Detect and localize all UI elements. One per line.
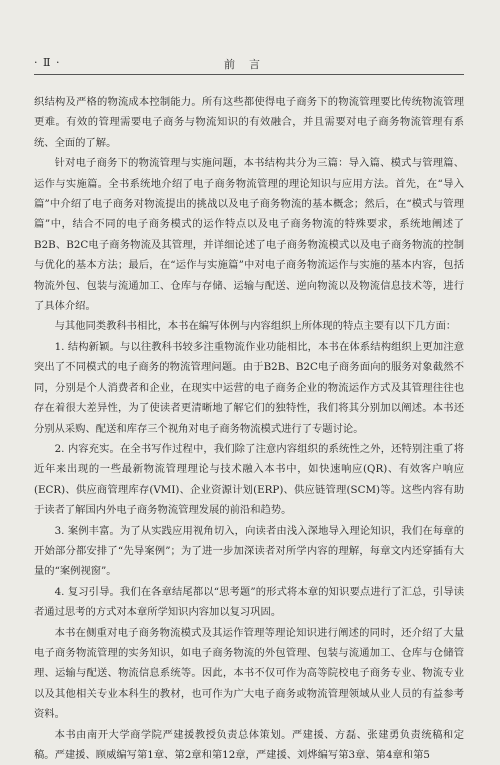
paragraph-audience: 本书在侧重对电子商务物流模式及其运作管理等理论知识进行阐述的同时，还介绍了大量电子商务物流管理的实务知识，如电子商务物流的外包管理、包装与流通加工、仓库与仓储管理、运输与配送、物流信息系统等。因此，本书不仅可作为高等院校电子商务专业、物流专业以及其他相关专业本科生的教材，也可作为广大电子商务或物流管理领域从业人员的有益参考资料。 xyxy=(34,626,464,721)
paragraph-structure: 针对电子商务下的物流管理与实施问题，本书结构共分为三篇：导入篇、模式与管理篇、运作与实施篇。全书系统地介绍了电子商务物流管理的理论知识与应用方法。首先，在“导入篇”中介绍了电子商务对物流提出的挑战以及电子商务物流的基本概念；然后，在“模式与管理篇”中，结合不同的电子商务模式的运作特点以及电子商务物流的特殊要求，系统地阐述了B2B、B2C电子商务物流及其管理，并详细论述了电子商务物流模式以及电子商务物流的控制与优化的基本方法；最后，在“运作与实施篇”中对电子商务物流运作与实施的基本内容，包括物流外包、包装与流通加工、仓库与存储、运输与配送、逆向物流以及物流信息技术等，进行了具体介绍。 xyxy=(34,157,464,313)
section-title: 前言 xyxy=(224,58,274,71)
paragraph-feature-3: 3. 案例丰富。为了从实践应用视角切入，向读者由浅入深地导入理论知识，我们在每章的开始部分都安排了“先导案例”；为了进一步加深读者对所学内容的理解，每章文内还穿插有大量的“案例视窗”。 xyxy=(34,524,464,578)
paragraph-feature-4: 4. 复习引导。我们在各章结尾都以“思考题”的形式将本章的知识要点进行了汇总，引导读者通过思考的方式对本章所学知识内容加以复习巩固。 xyxy=(34,585,464,619)
paragraph-authors: 本书由南开大学商学院严建援教授负责总体策划。严建援、方磊、张建勇负责统稿和定稿。严建援、顾威编写第1章、第2章和第12章，严建援、刘烨编写第3章、第4章和第5 xyxy=(34,728,464,761)
running-header xyxy=(34,56,464,75)
page-number: · Ⅱ · xyxy=(34,56,61,69)
paragraph-continuation: 织结构及严格的物流成本控制能力。所有这些都使得电子商务下的物流管理要比传统物流管理更难。有效的管理需要电子商务与物流知识的有效融合，并且需要对电子商务物流管理有系统、全面的了解。 xyxy=(34,96,464,149)
paragraph-feature-2: 2. 内容充实。在全书写作过程中，我们除了注意内容组织的系统性之外，还特别注重了将近年来出现的一些最新物流管理理论与技术融入本书中，如快速响应(QR)、有效客户响应(ECR)、供应商管理库存(VMI)、企业资源计划(ERP)、供应链管理(SCM)等。这些内容有助于读者了解国内外电子商务物流管理发展的前沿和趋势。 xyxy=(34,442,464,517)
paragraph-features-intro: 与其他同类教科书相比，本书在编写体例与内容组织上所体现的特点主要有以下几方面： xyxy=(54,320,457,333)
paragraph-feature-1: 1. 结构新颖。与以往教科书较多注重物流作业功能相比，本书在体系结构组织上更加注意突出了不同模式的电子商务的物流管理问题。由于B2B、B2C电子商务面向的服务对象截然不同，分别是个人消费者和企业，在现实中运营的电子商务企业的物流运作方式及其管理往往也存在着很大差异性，为了使读者更清晰地了解它们的独特性，我们将其分别加以阐述。本书还分别从采购、配送和库存三个视角对电子商务物流模式进行了专题讨论。 xyxy=(34,340,464,435)
body-text xyxy=(34,92,464,765)
